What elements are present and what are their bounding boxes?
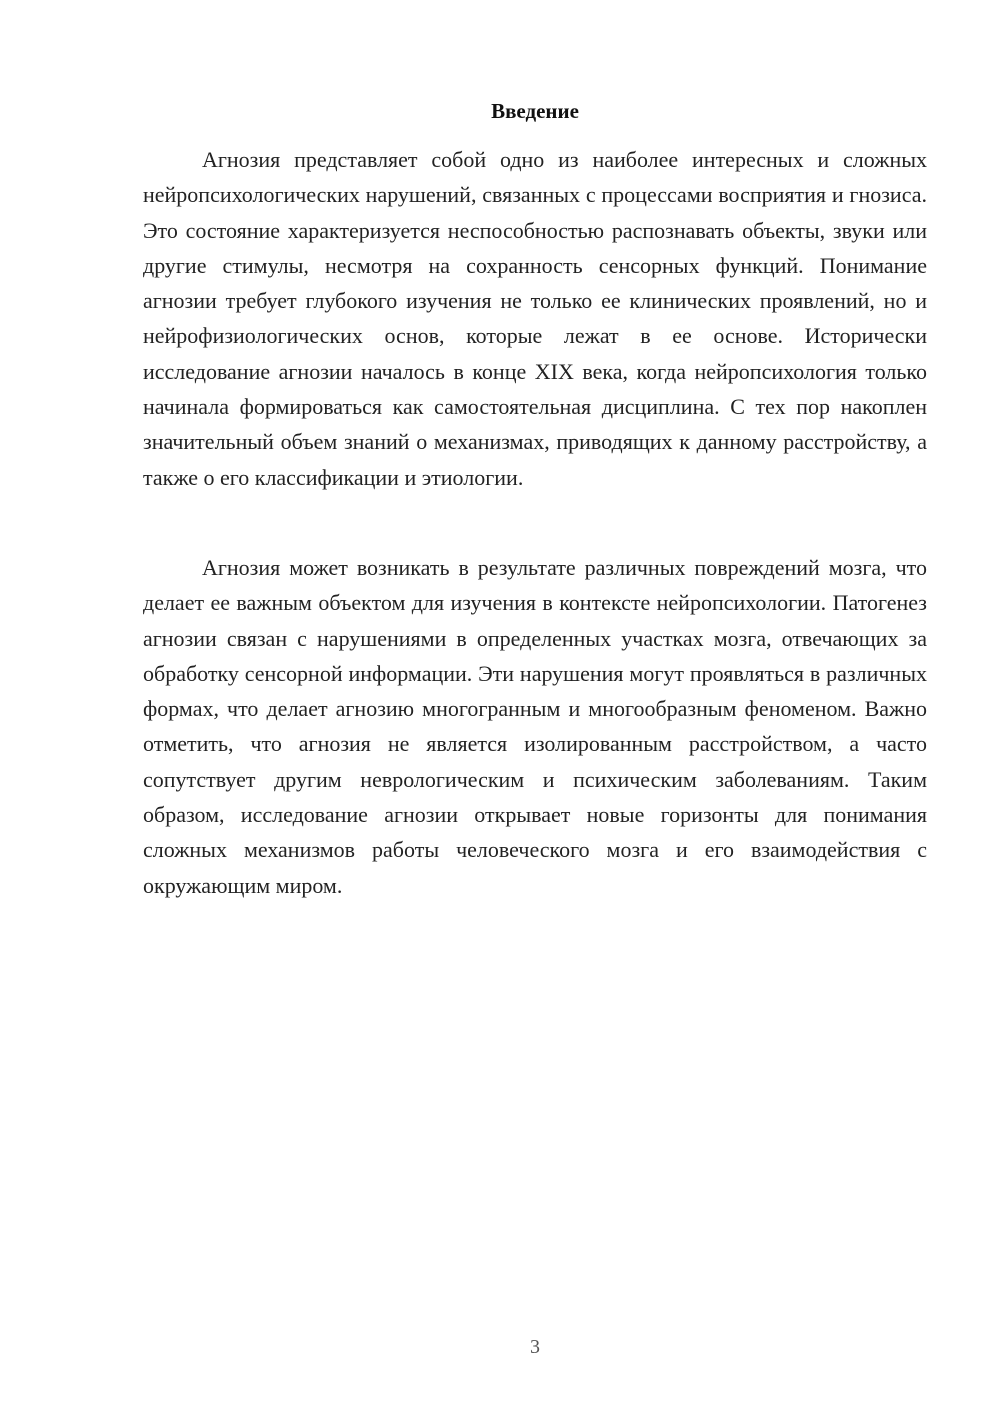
paragraph-2: Агнозия может возникать в результате различных повреждений мозга, что делает ее важным объектом для изучения в контексте нейропсихологии. Патогенез агнозии связан с нарушениями в определенных участках мозга, отвечающих за обработку сенсорной информации. Эти нарушения могут проявляться в различных формах, что делает агнозию многогранным и многообразным феноменом. Важно отметить, что агнозия не является изолированным расстройством, а часто сопутствует другим неврологическим и психическим заболеваниям. Таким образом, исследование агнозии открывает новые горизонты для понимания сложных механизмов работы человеческого мозга и его взаимодействия с окружающим миром.	[143, 555, 927, 898]
paragraph-1: Агнозия представляет собой одно из наиболее интересных и сложных нейропсихологических нарушений, связанных с процессами восприятия и гнозиса. Это состояние характеризуется неспособностью распознавать объекты, звуки или другие стимулы, несмотря на сохранность сенсорных функций. Понимание агнозии требует глубокого изучения не только ее клинических проявлений, но и нейрофизиологических основ, которые лежат в ее основе. Исторически исследование агнозии началось в конце XIX века, когда нейропсихология только начинала формироваться как самостоятельная дисциплина. С тех пор накоплен значительный объем знаний о механизмах, приводящих к данному расстройству, а также о его классификации и этиологии.	[143, 147, 927, 490]
section-heading: Введение	[491, 99, 579, 123]
page-number: 3	[530, 1336, 540, 1358]
